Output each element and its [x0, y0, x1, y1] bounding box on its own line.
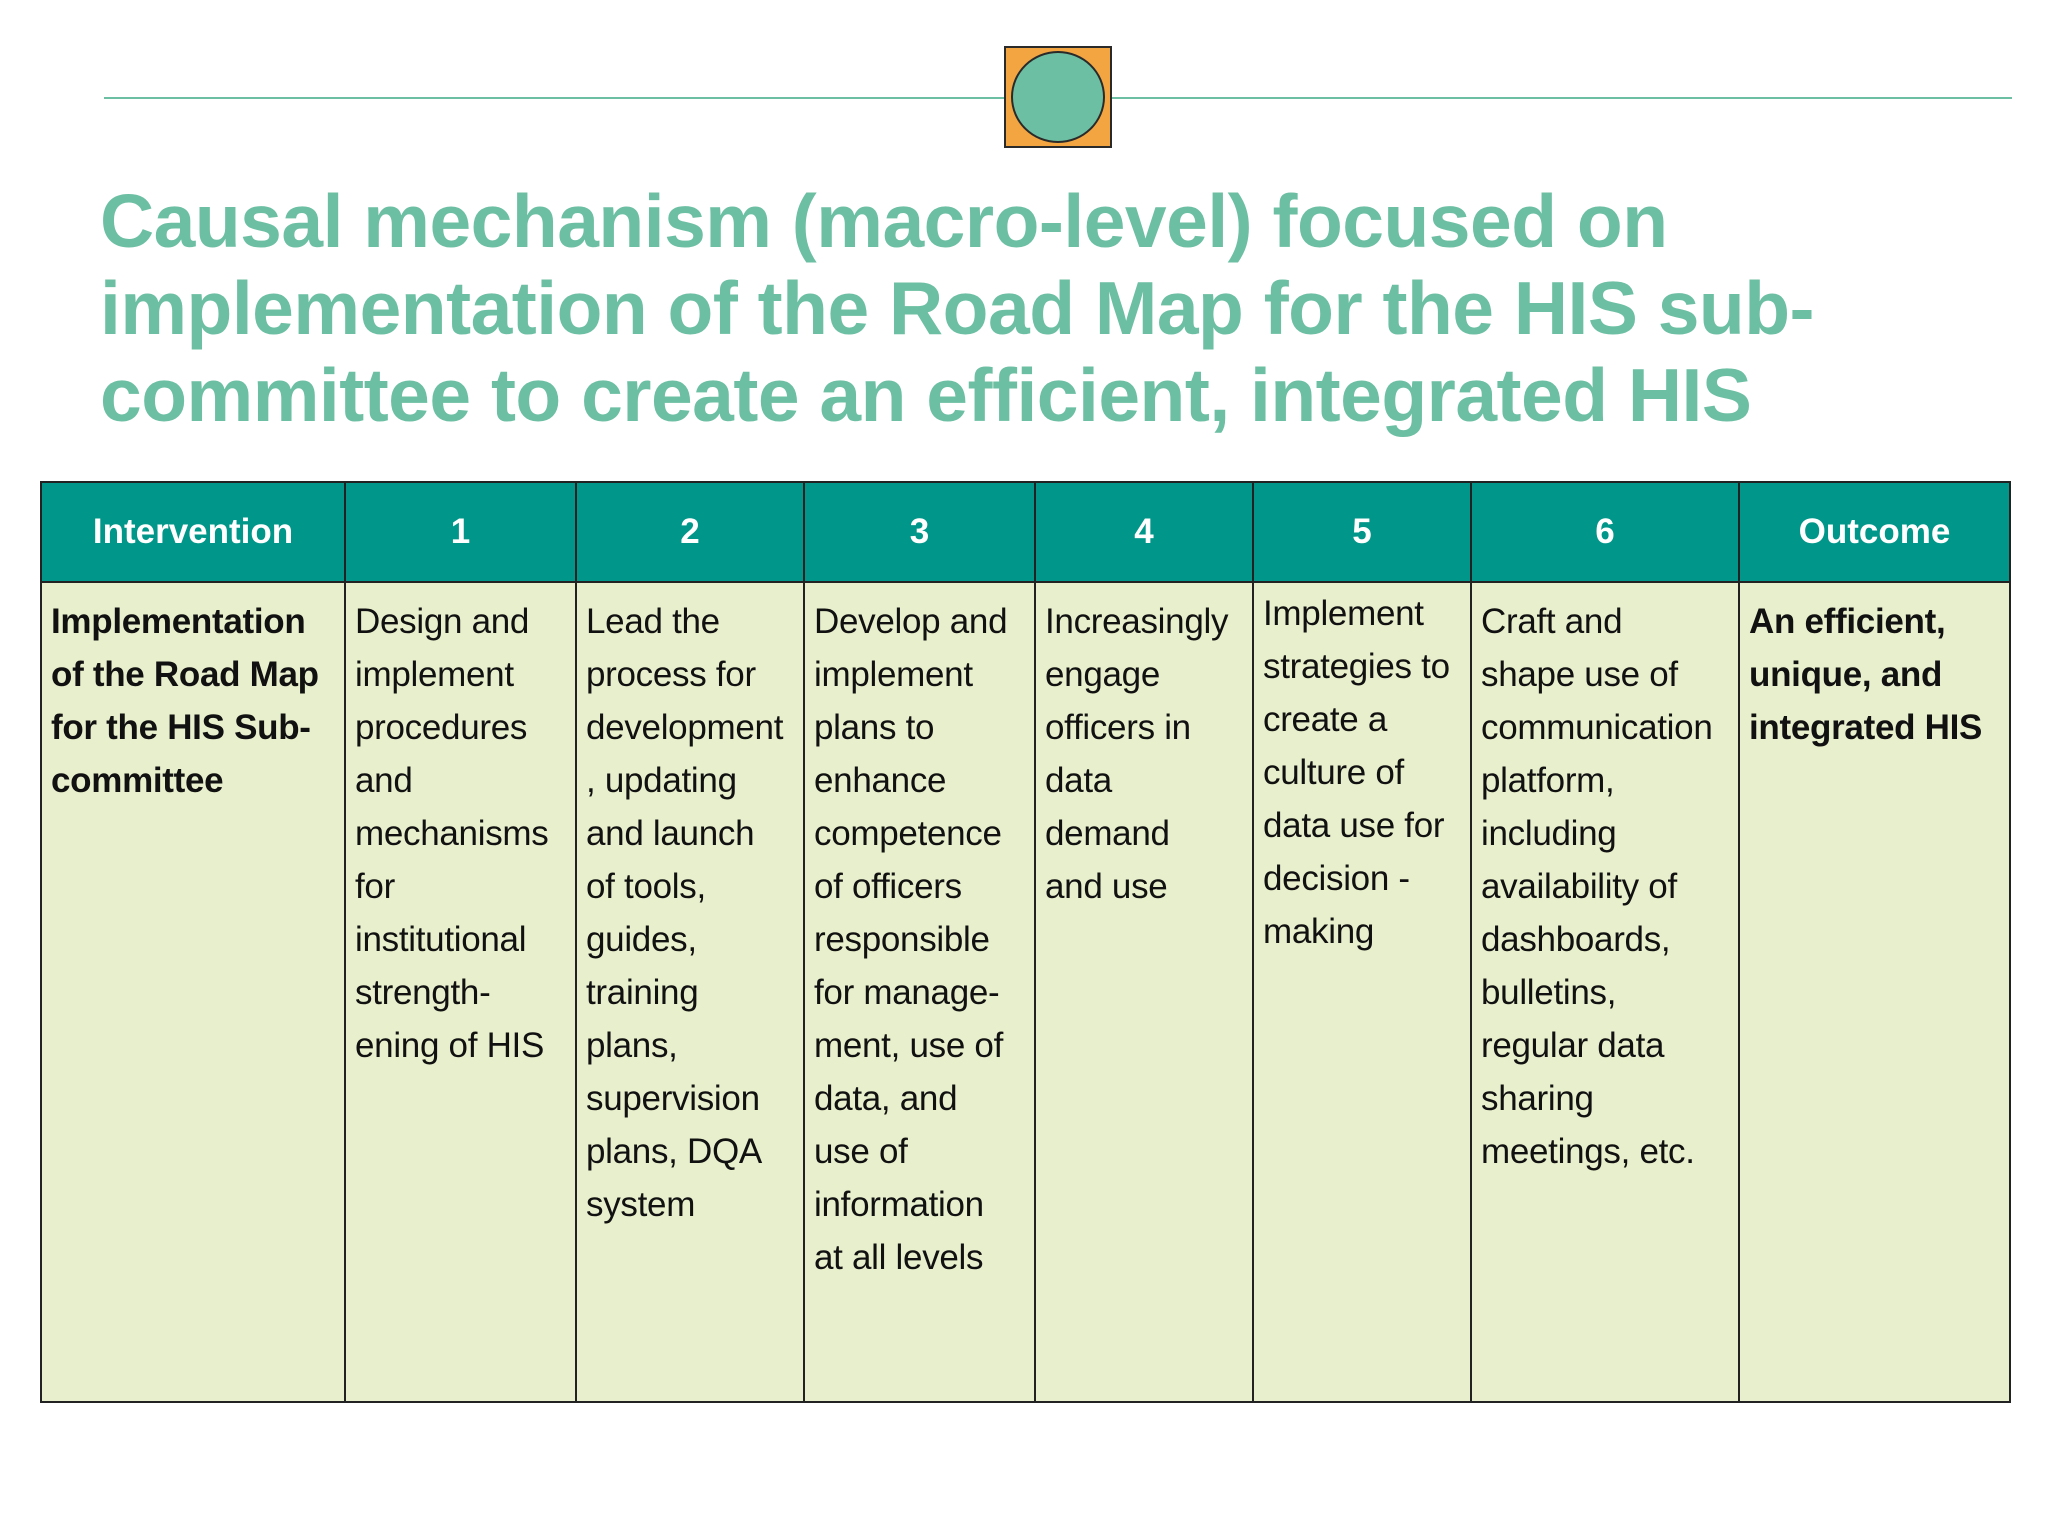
- header-step-6: 6: [1471, 482, 1739, 582]
- header-step-5: 5: [1253, 482, 1471, 582]
- cell-step-5: [1253, 582, 1471, 1402]
- cell-intervention: [41, 582, 345, 1402]
- header-step-3: 3: [804, 482, 1035, 582]
- logo-square: [1004, 46, 1112, 148]
- cell-step-1: [345, 582, 576, 1402]
- logo-circle: [1011, 51, 1105, 143]
- title-line-1: Causal mechanism (macro-level) focused on: [100, 179, 1668, 263]
- cell-step-6: [1471, 582, 1739, 1402]
- header-step-2: 2: [576, 482, 804, 582]
- cell-step-1-text: Design and implement procedures and mechanisms for institutional strength- ening of HIS: [355, 602, 549, 1065]
- cell-step-5-text: Implement strategies to create a culture of data use for decision - making: [1263, 594, 1450, 951]
- cell-step-4-text: Increasingly engage officers in data demand and use: [1045, 602, 1229, 906]
- cell-intervention-text: Implementation of the Road Map for the HIS Sub- committee: [51, 602, 319, 800]
- header-intervention: Intervention: [41, 482, 345, 582]
- causal-mechanism-table: [40, 481, 2011, 1403]
- title-line-2: implementation of the Road Map for the HIS sub-: [100, 266, 1815, 350]
- cell-step-3: [804, 582, 1035, 1402]
- header-step-1: 1: [345, 482, 576, 582]
- header-step-4: 4: [1035, 482, 1253, 582]
- cell-step-2: [576, 582, 804, 1402]
- cell-step-3-text: Develop and implement plans to enhance competence of officers responsible for manage- ment, use of data, and use of information at all levels: [814, 602, 1008, 1277]
- cell-outcome: [1739, 582, 2010, 1402]
- table-row: [41, 582, 2010, 1402]
- cell-step-2-text: Lead the process for development , updating and launch of tools, guides, training plans, supervision plans, DQA system: [586, 602, 784, 1224]
- cell-outcome-text: An efficient, unique, and integrated HIS: [1749, 602, 1983, 747]
- cell-step-4: [1035, 582, 1253, 1402]
- cell-step-6-text: Craft and shape use of communication platform, including availability of dashboards, bulletins, regular data sharing meetings, etc.: [1481, 602, 1713, 1171]
- header-outcome: Outcome: [1739, 482, 2010, 582]
- slide-title: [100, 178, 2000, 439]
- table-header-row: [41, 482, 2010, 582]
- title-line-3: committee to create an efficient, integrated HIS: [100, 353, 1752, 437]
